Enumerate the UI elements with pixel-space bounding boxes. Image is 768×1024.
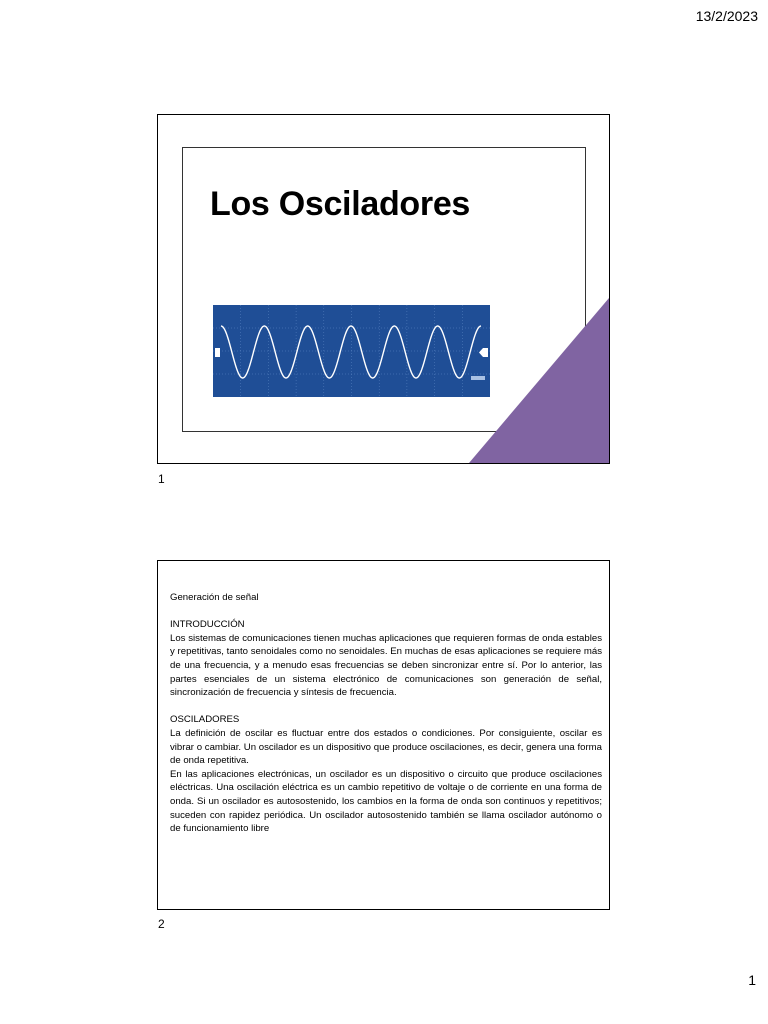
section-title-osciladores: OSCILADORES bbox=[170, 714, 240, 726]
slide-title: Los Osciladores bbox=[210, 185, 471, 223]
slide-number-2: 2 bbox=[158, 917, 165, 931]
decorative-triangle bbox=[469, 298, 609, 463]
slide-body bbox=[170, 591, 602, 836]
slide-number-1: 1 bbox=[158, 472, 165, 486]
section-title-intro: INTRODUCCIÓN bbox=[170, 619, 245, 631]
osciladores-paragraph-1: La definición de oscilar es fluctuar entre dos estados o condiciones. Por consiguiente, oscilar es vibrar o cambiar. Un oscilador es un dispositivo que produce oscilaciones, es decir, genera una forma de onda repetitiva. bbox=[170, 727, 602, 767]
header-date: 13/2/2023 bbox=[695, 8, 758, 24]
channel-marker-left-icon bbox=[215, 348, 220, 357]
intro-paragraph: Los sistemas de comunicaciones tienen muchas aplicaciones que requieren formas de onda estables y repetitivas, tanto senoidales como no senoidales. En muchas de esas aplicaciones se requiere más de una frecuencia, y a menudo esas frecuencias se deben sincronizar entre sí. Por lo anterior, las partes esenciales de un sistema electrónico de comunicaciones son generación de señal, sincronización de frecuencia y síntesis de frecuencia. bbox=[170, 632, 602, 699]
slide-2 bbox=[157, 560, 610, 910]
page-number: 1 bbox=[748, 972, 756, 988]
osciladores-paragraph-2: En las aplicaciones electrónicas, un oscilador es un dispositivo o circuito que produce oscilaciones eléctricas. Una oscilación eléctrica es un cambio repetitivo de voltaje o de corriente en una forma de onda. Si un oscilador es autosostenido, los cambios en la forma de onda son continuos y repetitivos; suceden con rapidez periódica. Un oscilador autosostenido también se llama oscilador autónomo o de funcionamiento libre bbox=[170, 768, 602, 835]
sine-wave-image bbox=[213, 305, 490, 397]
slide-1 bbox=[157, 114, 610, 464]
slide-heading: Generación de señal bbox=[170, 592, 259, 603]
